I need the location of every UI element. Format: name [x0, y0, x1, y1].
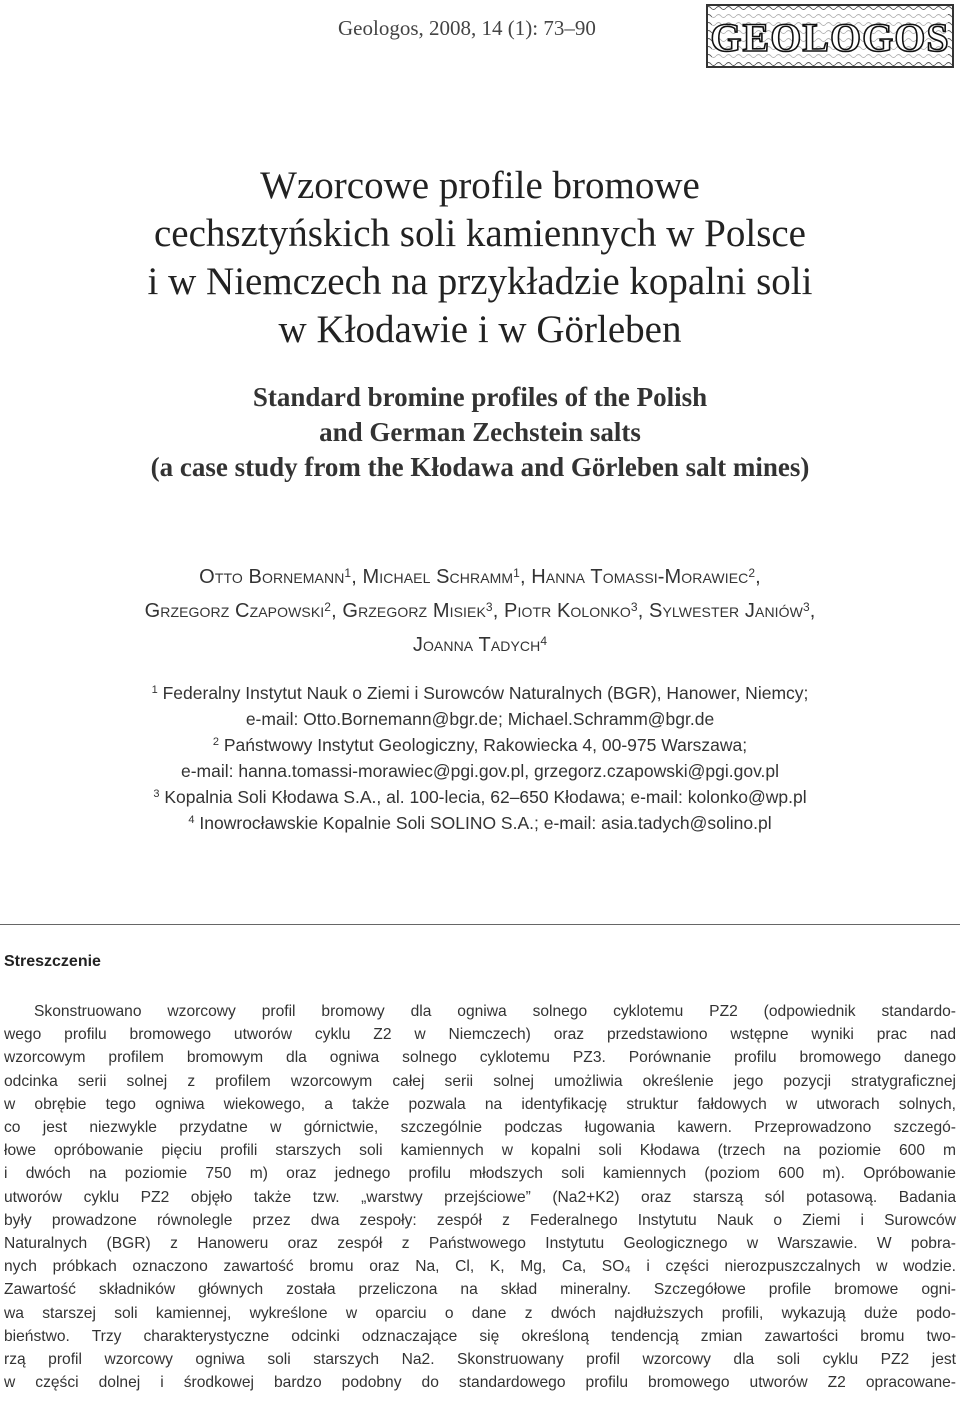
- affiliation-line: $^3$ Kopalnia Soli Kłodawa S.A., al. 100-lecia, 62–650 Kłodawa; e-mail: kolonko@wp.pl: [153, 787, 807, 807]
- abstract-line: wa starszej soli kamiennej, wykreślone w oparciu o dane z dwóch najdłuższych profili, wykazują duże podo-: [4, 1304, 956, 1322]
- author-affiliation-mark: 4: [540, 634, 548, 648]
- title-line: Wzorcowe profile bromowe: [260, 164, 700, 207]
- abstract-line: nych próbkach oznaczono zawartość bromu oraz Na, Cl, K, Mg, Ca, SO₄ i części nierozpuszczalnych w wodzie.: [4, 1258, 956, 1276]
- author-line: [0, 628, 960, 662]
- affiliation-line: $^2$ Państwowy Instytut Geologiczny, Rakowiecka 4, 00-975 Warszawa;: [212, 735, 748, 755]
- affiliation-email: e-mail: Otto.Bornemann@bgr.de; Michael.Schramm@bgr.de: [245, 709, 715, 729]
- affiliations: [0, 680, 960, 836]
- abstract-line: i dwóch na poziomie 750 m) oraz jednego profilu młodszych soli kamiennych (poziom 600 m). Opróbowanie: [4, 1165, 956, 1183]
- abstract-line: wego profilu bromowego utworów cyklu Z2 w Niemczech) oraz przedstawiono wstępne wyniki prac nad: [4, 1026, 956, 1044]
- author-name: Hanna Tomassi-Morawiec: [531, 566, 749, 588]
- author-affiliation-mark: 2: [324, 600, 332, 614]
- title-line: cechsztyńskich soli kamiennych w Polsce: [153, 212, 806, 255]
- abstract-heading: Streszczenie: [4, 953, 101, 970]
- author-name: Otto Bornemann: [199, 566, 345, 588]
- author-list: [0, 560, 960, 662]
- author-name: Grzegorz Czapowski: [144, 600, 325, 622]
- subtitle-line: and German Zechstein salts: [319, 417, 641, 447]
- author-affiliation-mark: 3: [485, 600, 493, 614]
- affiliation-number: 4: [188, 814, 195, 826]
- logo-text: GEOLOGOS: [710, 15, 950, 60]
- author-line: Grzegorz Czapowski$^2$, Grzegorz Misiek$^3$, Piotr Kolonko$^3$, Sylwester Janiów$^3$,: [144, 600, 816, 622]
- abstract-line: rzą profil wzorcowy ogniwa soli starszych Na2. Skonstruowany profil wzorcowy dla soli cyklu PZ2 jest: [4, 1351, 956, 1369]
- abstract-body: [4, 1000, 956, 1394]
- author-name: Michael Schramm: [362, 566, 514, 588]
- affiliation-email: e-mail: hanna.tomassi-morawiec@pgi.gov.pl, grzegorz.czapowski@pgi.gov.pl: [180, 761, 780, 781]
- author-affiliation-mark: 1: [344, 566, 352, 580]
- affiliation-line: $^1$ Federalny Instytut Nauk o Ziemi i Surowców Naturalnych (BGR), Hanower, Niemcy;: [151, 683, 809, 703]
- abstract-line: Naturalnych (BGR) z Hanoweru oraz zespół z Państwowego Instytutu Geologicznego w Warszawie. W pobra-: [4, 1235, 956, 1253]
- author-name: Joanna Tadych: [412, 634, 541, 656]
- affiliation-number: 3: [153, 788, 160, 800]
- abstract-line: Skonstruowano wzorcowy profil bromowy dla ogniwa solnego cyklotemu PZ2 (odpowiednik standardo-: [34, 1003, 956, 1020]
- abstract-line: bieństwo. Trzy charakterystyczne odcinki odznaczające się określoną tendencją zmian zawartości bromu two-: [4, 1327, 956, 1345]
- author-line: Otto Bornemann$^1$, Michael Schramm$^1$, Hanna Tomassi-Morawiec$^2$,: [199, 566, 761, 588]
- abstract-line: łowe opróbowanie pięciu profili starszych soli kamiennych w kopalni soli Kłodawa (trzech na poziomie 600 m: [4, 1142, 956, 1160]
- abstract-line: Zawartość składników głównych została przeliczona na skład mineralny. Szczegółowe profile bromowe ogni-: [4, 1281, 956, 1299]
- section-divider: [0, 924, 960, 925]
- title-line: i w Niemczech na przykładzie kopalni soli: [147, 260, 813, 303]
- abstract-line: utworów cyklu PZ2 objęło także tzw. „warstwy przejściowe” (Na2+K2) oraz starszą sól potasową. Badania: [4, 1188, 956, 1206]
- subtitle-line: Standard bromine profiles of the Polish: [252, 382, 708, 412]
- abstract-line: co jest niezwykle przydatne w górnictwie, szczególnie podczas ługowania kawern. Przeprowadzono szczegó-: [4, 1119, 956, 1137]
- author-affiliation-mark: 1: [513, 566, 520, 580]
- affiliation-number: 2: [212, 736, 219, 748]
- author-affiliation-mark: 3: [630, 600, 638, 614]
- abstract-line: wzorcowym profilem bromowym dla ogniwa solnego cyklotemu PZ3. Porównanie profilu bromowego danego: [4, 1049, 956, 1067]
- abstract-line: w części dolnej i środkowej bardzo podobny do standardowego profilu bromowego utworów Z2 opracowane-: [4, 1374, 956, 1392]
- title-line: w Kłodawie i w Görleben: [278, 308, 682, 351]
- abstract-line: w obrębie tego ogniwa wiekowego, a także pozwala na identyfikację struktur fałdowych w utworach solnych,: [4, 1095, 956, 1113]
- title-english: [0, 380, 960, 485]
- author-affiliation-mark: 3: [802, 600, 810, 614]
- author-name: Sylwester Janiów: [649, 600, 803, 622]
- abstract-line: odcinka serii solnej z profilem wzorcowym całej serii solnej umożliwia określenie jego pozycji stratygraficznej: [4, 1072, 956, 1090]
- journal-citation: Geologos, 2008, 14 (1): 73–90: [338, 16, 596, 40]
- author-name: Piotr Kolonko: [504, 600, 631, 622]
- subtitle-line: (a case study from the Kłodawa and Görleben salt mines): [150, 452, 810, 482]
- author-affiliation-mark: 2: [748, 566, 756, 580]
- author-name: Grzegorz Misiek: [342, 600, 486, 622]
- title-polish: [0, 162, 960, 354]
- affiliation-line: $^4$ Inowrocławskie Kopalnie Soli SOLINO S.A.; e-mail: asia.tadych@solino.pl: [188, 813, 772, 833]
- abstract-line: były prowadzone równolegle przez dwa zespoły: zespół z Federalnego Instytutu Nauk o Ziemi i Surowców: [4, 1211, 956, 1229]
- geologos-logo: [706, 4, 954, 68]
- affiliation-number: 1: [151, 684, 158, 696]
